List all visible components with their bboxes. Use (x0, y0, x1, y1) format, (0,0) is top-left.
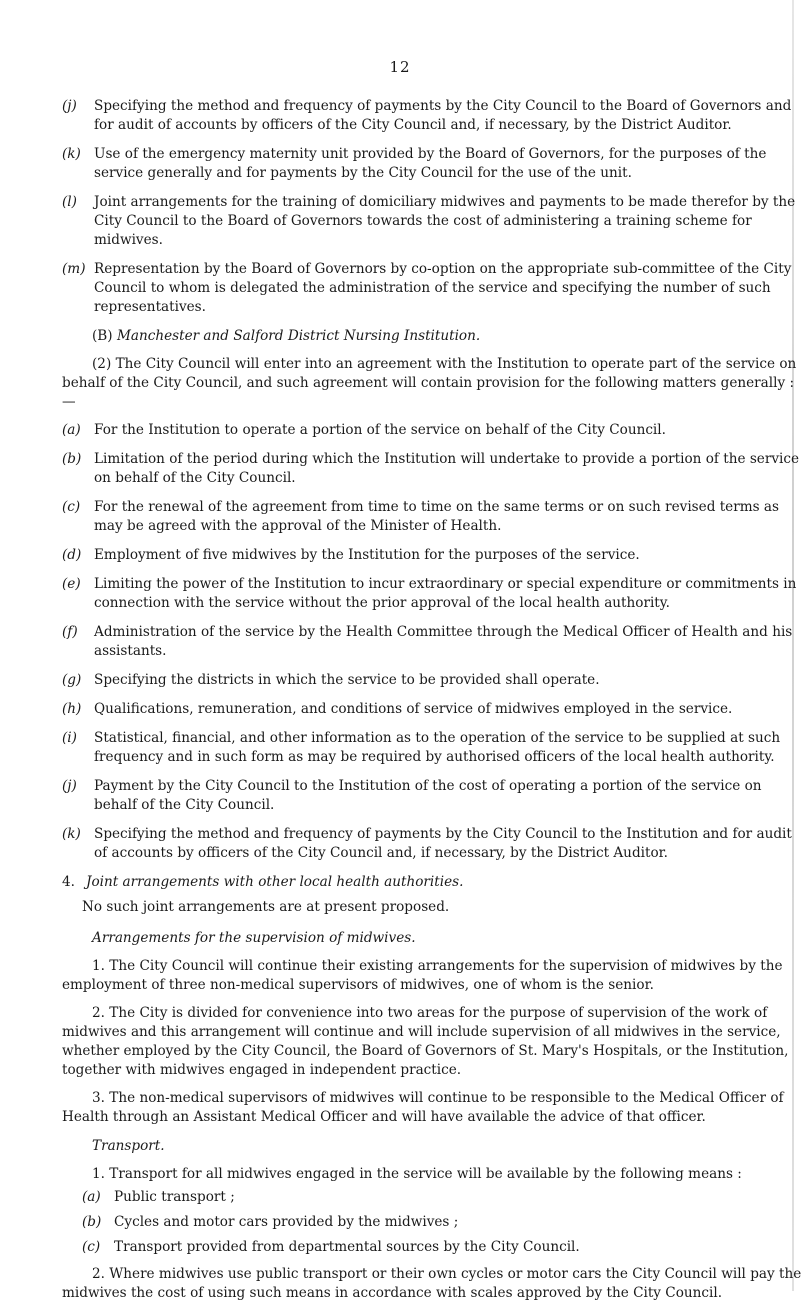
item-label: (a) (62, 422, 81, 438)
list-item (62, 700, 802, 719)
page-body (62, 97, 802, 1312)
list-item (62, 777, 802, 815)
item-label: (i) (62, 730, 77, 746)
item-label: (c) (62, 499, 81, 515)
item-text: Limitation of the period during which the Institution will undertake to provide a portion of the service on behalf of the City Council. (94, 451, 800, 486)
section-4-text: No such joint arrangements are at present proposed. (82, 899, 450, 915)
list-item (62, 450, 802, 488)
list-item (62, 623, 802, 661)
item-label: (f) (62, 624, 78, 640)
page-number: 12 (389, 58, 411, 76)
item-label: (d) (62, 547, 82, 563)
list-item (62, 546, 802, 565)
transport-intro: 1. Transport for all midwives engaged in the service will be available by the following means : (92, 1166, 742, 1182)
item-text: Specifying the districts in which the service to be provided shall operate. (94, 672, 600, 688)
item-text: Use of the emergency maternity unit provided by the Board of Governors, for the purposes of the service generally and for payments by the City Council for the use of the unit. (94, 146, 767, 181)
list-item (62, 575, 802, 613)
item-text: Payment by the City Council to the Institution of the cost of operating a portion of the service on behalf of the City Council. (94, 778, 762, 813)
item-text: Representation by the Board of Governors by co-option on the appropriate sub-committee of the City Council to whom is delegated the administration of the service and specifying the number of such representatives. (94, 261, 792, 315)
item-text: Transport provided from departmental sources by the City Council. (114, 1239, 580, 1255)
list-item (62, 193, 802, 250)
supervision-heading: Arrangements for the supervision of midwives. (92, 930, 416, 946)
item-label: (h) (62, 701, 82, 717)
list-item (62, 260, 802, 317)
supervision-paragraph: 2. The City is divided for convenience into two areas for the purpose of supervision of the work of midwives and this arrangement will continue and will include supervision of all midwives in the service, whether employed by the City Council, the Board of Governors of St. Mary's Hospitals, or the Institution, together with midwives engaged in independent practice. (62, 1005, 789, 1078)
item-text: Qualifications, remuneration, and conditions of service of midwives employed in the service. (94, 701, 733, 717)
item-label: (k) (62, 826, 81, 842)
item-text: Specifying the method and frequency of payments by the City Council to the Board of Governors and for audit of accounts by officers of the City Council and, if necessary, by the District Auditor. (94, 98, 792, 133)
item-text: Specifying the method and frequency of payments by the City Council to the Institution and for audit of accounts by officers of the City Council and, if necessary, by the District Auditor. (94, 826, 792, 861)
transport-item (62, 1238, 802, 1257)
item-text: Administration of the service by the Health Committee through the Medical Officer of Health and his assistants. (94, 624, 793, 659)
item-label: (j) (62, 778, 77, 794)
item-label: (g) (62, 672, 82, 688)
item-label: (e) (62, 576, 81, 592)
list-item (62, 825, 802, 863)
item-text: Cycles and motor cars provided by the midwives ; (114, 1214, 459, 1230)
list-item (62, 498, 802, 536)
section-4-number: 4. (62, 874, 75, 890)
transport-heading: Transport. (92, 1138, 165, 1154)
item-label: (k) (62, 146, 81, 162)
item-label: (b) (82, 1214, 102, 1230)
list-item (62, 729, 802, 767)
list-item (62, 671, 802, 690)
section-4-title: Joint arrangements with other local health authorities. (86, 874, 464, 890)
item-label: (a) (82, 1189, 101, 1205)
item-label: (m) (62, 261, 86, 277)
item-label: (j) (62, 98, 77, 114)
item-text: Limiting the power of the Institution to incur extraordinary or special expenditure or commitments in connection with the service without the prior approval of the local health authority. (94, 576, 797, 611)
section-b-title: Manchester and Salford District Nursing Institution. (116, 328, 481, 344)
list-item (62, 97, 802, 135)
section-b-label: (B) (92, 328, 113, 344)
supervision-paragraph: 3. The non-medical supervisors of midwives will continue to be responsible to the Medical Officer of Health through an Assistant Medical Officer and will have available the advice of that officer. (62, 1090, 784, 1125)
section-b-intro: (2) The City Council will enter into an agreement with the Institution to operate part of the service on behalf of the City Council, and such agreement will contain provision for the following matters generally :— (62, 356, 797, 410)
item-label: (c) (82, 1239, 101, 1255)
item-label: (l) (62, 194, 77, 210)
supervision-paragraph: 1. The City Council will continue their existing arrangements for the supervision of midwives by the employment of three non-medical supervisors of midwives, one of whom is the senior. (62, 958, 783, 993)
list-item (62, 145, 802, 183)
list-item (62, 421, 802, 440)
item-text: Employment of five midwives by the Institution for the purposes of the service. (94, 547, 640, 563)
transport-item (62, 1188, 802, 1207)
item-label: (b) (62, 451, 82, 467)
section-b-heading (92, 327, 802, 346)
item-text: For the Institution to operate a portion of the service on behalf of the City Council. (94, 422, 666, 438)
item-text: For the renewal of the agreement from time to time on the same terms or on such revised terms as may be agreed with the approval of the Minister of Health. (94, 499, 779, 534)
item-text: Public transport ; (114, 1189, 235, 1205)
item-text: Joint arrangements for the training of domiciliary midwives and payments to be made therefor by the City Council to the Board of Governors towards the cost of administering a training scheme for midwives. (94, 194, 796, 248)
transport-closing: 2. Where midwives use public transport or their own cycles or motor cars the City Council will pay the midwives the cost of using such means in accordance with scales approved by the City Council. (62, 1266, 802, 1301)
item-text: Statistical, financial, and other information as to the operation of the service to be supplied at such frequency and in such form as may be required by authorised officers of the local health authority. (94, 730, 781, 765)
transport-item (62, 1213, 802, 1232)
section-4-heading (62, 873, 802, 892)
